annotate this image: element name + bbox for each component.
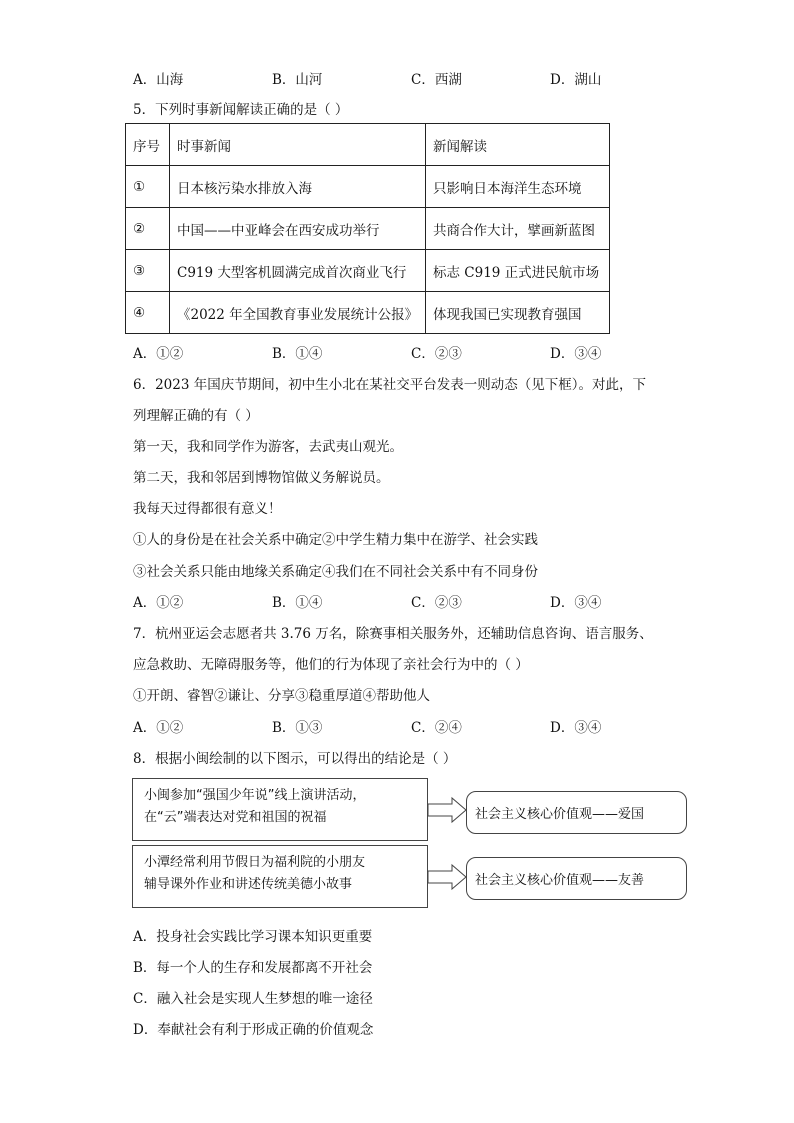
table-row (126, 208, 610, 250)
q6-option-c: C．②③ (411, 595, 462, 611)
q7-option-d: D．③④ (550, 720, 602, 736)
q7-stem-line2: 应急救助、无障碍服务等，他们的行为体现了亲社会行为中的（ ） (133, 657, 529, 673)
q6-stem-line1: 6．2023 年国庆节期间，初中生小北在某社交平台发表一则动态（见下框）。对此，下 (133, 377, 646, 393)
table-cell: ③ (126, 250, 170, 292)
q8-option-b: B．每一个人的生存和发展都离不开社会 (133, 960, 373, 976)
diagram-right-box-2 (466, 857, 687, 900)
q4-option-d: D．湖山 (550, 72, 602, 88)
q6-option-d: D．③④ (550, 595, 602, 611)
table-cell: 日本核污染水排放入海 (170, 166, 426, 208)
diagram-right-text: 社会主义核心价值观——爱国 (475, 807, 645, 822)
q8-option-d: D．奉献社会有利于形成正确的价值观念 (133, 1022, 374, 1038)
q7-option-c: C．②④ (411, 720, 462, 736)
table-cell: 中国——中亚峰会在西安成功举行 (170, 208, 426, 250)
table-cell: 体现我国已实现教育强国 (426, 292, 610, 334)
q6-option-a: A．①② (133, 595, 184, 611)
table-cell: 标志 C919 正式进民航市场 (426, 250, 610, 292)
q5-option-a: A．①② (133, 346, 184, 362)
table-header-cell: 时事新闻 (170, 124, 426, 166)
table-header-cell: 序号 (126, 124, 170, 166)
table-cell: 只影响日本海洋生态环境 (426, 166, 610, 208)
q4-option-a: A．山海 (133, 72, 184, 88)
q8-option-a: A．投身社会实践比学习课本知识更重要 (133, 929, 373, 945)
q7-stem-line1: 7．杭州亚运会志愿者共 3.76 万名，除赛事相关服务外，还辅助信息咨询、语言服务、 (133, 626, 653, 642)
table-row (126, 166, 610, 208)
diagram-left-text: 小潭经常利用节假日为福利院的小朋友 (144, 855, 366, 870)
q6-post-line: 第二天，我和邻居到博物馆做义务解说员。 (133, 470, 390, 486)
q5-stem: 5．下列时事新闻解读正确的是（ ） (133, 102, 349, 118)
table-cell: ② (126, 208, 170, 250)
diagram-left-text: 在“云”端表达对党和祖国的祝福 (144, 810, 327, 825)
table-cell: ① (126, 166, 170, 208)
table-cell: ④ (126, 292, 170, 334)
q6-post-line: 第一天，我和同学作为游客，去武夷山观光。 (133, 439, 403, 455)
q6-stem-line2: 列理解正确的有（ ） (133, 408, 259, 424)
q8-stem: 8．根据小闽绘制的以下图示，可以得出的结论是（ ） (133, 751, 457, 767)
table-cell: 共商合作大计，擘画新蓝图 (426, 208, 610, 250)
table-row (126, 250, 610, 292)
q6-statements: ①人的身份是在社会关系中确定②中学生精力集中在游学、社会实践 (133, 532, 538, 548)
arrow-right-icon (428, 865, 468, 889)
table-row (126, 292, 610, 334)
news-table (125, 123, 610, 334)
q6-option-b: B．①④ (272, 595, 323, 611)
q6-post-line: 我每天过得都很有意义！ (133, 501, 282, 517)
diagram-right-box-1 (466, 791, 687, 834)
table-header-cell: 新闻解读 (426, 124, 610, 166)
q7-option-b: B．①③ (272, 720, 323, 736)
diagram-left-text: 辅导课外作业和讲述传统美德小故事 (144, 877, 353, 892)
q8-option-c: C．融入社会是实现人生梦想的唯一途径 (133, 991, 373, 1007)
q7-option-a: A．①② (133, 720, 184, 736)
table-cell: C919 大型客机圆满完成首次商业飞行 (170, 250, 426, 292)
diagram-right-text: 社会主义核心价值观——友善 (475, 873, 645, 888)
q4-option-c: C．西湖 (411, 72, 462, 88)
table-cell: 《2022 年全国教育事业发展统计公报》 (170, 292, 426, 334)
q5-option-c: C．②③ (411, 346, 462, 362)
table-header-row (126, 124, 610, 166)
q4-option-b: B．山河 (272, 72, 323, 88)
q6-statements: ③社会关系只能由地缘关系确定④我们在不同社会关系中有不同身份 (133, 564, 538, 580)
arrow-right-icon (428, 798, 468, 822)
q5-option-d: D．③④ (550, 346, 602, 362)
q5-option-b: B．①④ (272, 346, 323, 362)
diagram-left-text: 小闽参加“强国少年说”线上演讲活动， (144, 788, 366, 803)
q7-statements: ①开朗、睿智②谦让、分享③稳重厚道④帮助他人 (133, 688, 430, 704)
